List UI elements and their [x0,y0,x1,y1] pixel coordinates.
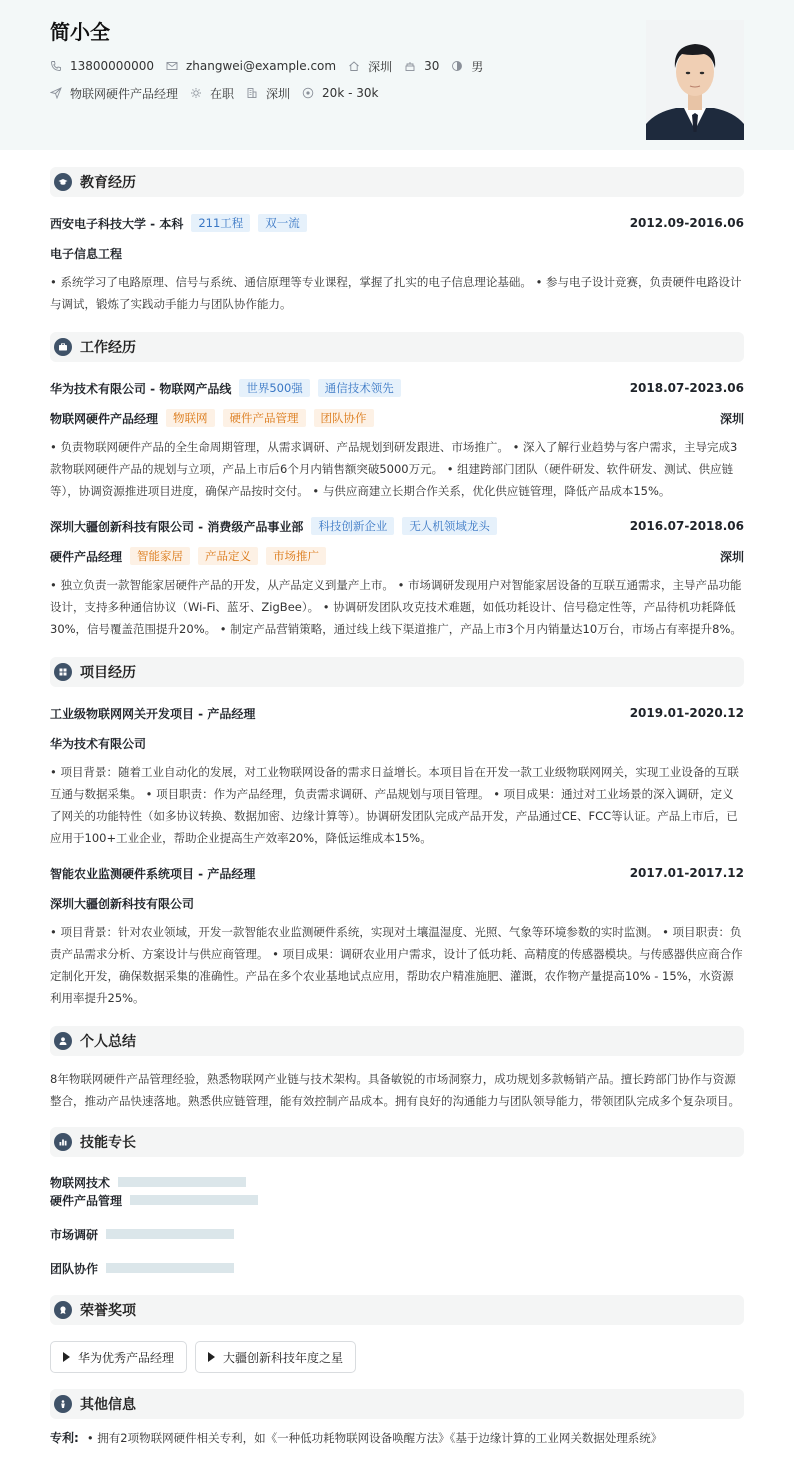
phone-item [50,59,154,73]
play-icon [208,1352,215,1362]
summary-text: 8年物联网硬件产品管理经验，熟悉物联网产业链与技术架构。具备敏锐的市场洞察力，成功规划多款畅销产品。擅长跨部门协作与资源整合，推动产品快速落地。熟悉供应链管理，能有效控制产品成本。拥有良好的沟通能力与团队领导能力，带领团队完成多个复杂项目。 [50,1072,740,1108]
project-description: • 项目背景：随着工业自动化的发展，对工业物联网设备的需求日益增长。本项目旨在开发一款工业级物联网网关，实现工业设备的互联互通与数据采集。 • 项目职责：作为产品经理，负责需求调研、产品规划与项目管理。 • 项目成果：通过对工业场景的深入调研，定义了网关的功能特性（如多协议转换、数据加密、边缘计算等）。协调研发团队完成产品开发，产品通过CE、FCC等认证。产品上市后，已应用于100+工业企业，帮助企业提高生产效率20%，降低运维成本15%。 [50,765,739,845]
email-item [166,59,336,73]
section-title-summary [50,1026,744,1056]
skill-level-bar [106,1263,234,1273]
age-text: 30 [424,59,440,73]
award-chip [50,1341,187,1373]
project-company-row [50,894,744,912]
company-tag: 通信技术领先 [318,379,401,397]
job-intent-row [50,83,744,103]
section-title-text: 工作经历 [80,340,136,356]
gender-item [451,58,483,75]
email-icon [166,60,178,72]
work-position-row [50,409,744,427]
section-title-text: 技能专长 [80,1135,136,1151]
user-icon [54,1032,72,1050]
work-date: 2018.07-2023.06 [629,381,744,395]
education-description: • 系统学习了电路原理、信号与系统、通信原理等专业课程，掌握了扎实的电子信息理论基础。 • 参与电子设计竞赛，负责硬件电路设计与调试，锻炼了实践动手能力与团队协作能力。 [50,275,742,311]
education-date: 2012.09-2016.06 [629,216,744,230]
info-person-icon [54,1395,72,1413]
grid-icon [54,663,72,681]
position-tag: 智能家居 [130,547,190,565]
status-text: 在职 [210,86,235,101]
status-item [190,85,234,102]
gender-text: 男 [471,59,484,74]
project-name: 智能农业监测硬件系统项目 - 产品经理 [50,866,256,881]
major-name: 电子信息工程 [50,246,123,261]
school-tag: 双一流 [258,214,307,232]
award-chip [195,1341,356,1373]
gender-icon [451,60,463,72]
school-tag: 211工程 [191,214,250,232]
project-description: • 项目背景：针对农业领域，开发一款智能农业监测硬件系统，实现对土壤温湿度、光照、气象等环境参数的实时监测。 • 项目职责：负责产品需求分析、方案设计与供应商管理。 • 项目成果：调研农业用户需求，设计了低功耗、高精度的传感器模块。与传感器供应商合作定制化开发，确保数据采集的准确性。产品在多个农业基地试点应用，帮助农户精准施肥、灌溉，农作物产量提高10% - 15%，水资源利用率提升25%。 [50,925,743,1005]
work-position-row [50,547,744,565]
project-date: 2019.01-2020.12 [629,706,744,720]
briefcase-icon [54,338,72,356]
position-item [50,85,178,102]
graduation-cap-icon [54,173,72,191]
skill-name: 团队协作 [50,1261,99,1276]
section-title-text: 项目经历 [80,665,136,681]
medal-icon [54,1301,72,1319]
project-company: 华为技术有限公司 [50,736,147,751]
work-city: 深圳 [719,549,744,564]
skill-level-bar [118,1177,246,1187]
skill-name: 物联网技术 [50,1175,111,1190]
project-name: 工业级物联网网关开发项目 - 产品经理 [50,706,256,721]
salary-item [302,86,378,100]
salary-text: 20k - 30k [322,86,379,100]
award-label: 大疆创新科技年度之星 [223,1350,344,1365]
skill-level-fill [106,1263,234,1273]
project-company: 深圳大疆创新科技有限公司 [50,896,195,911]
skill-level-fill [130,1195,258,1205]
send-icon [50,87,62,99]
position-tag: 产品定义 [198,547,258,565]
skill-item [50,1259,403,1277]
skill-level-fill [118,1177,246,1187]
section-title-work [50,332,744,362]
project-header-row [50,704,744,722]
section-title-awards [50,1295,744,1325]
work-city: 深圳 [719,411,744,426]
resume-body [0,150,794,1447]
position-tag: 市场推广 [266,547,326,565]
position-tag: 硬件产品管理 [223,409,306,427]
position-name: 硬件产品经理 [50,549,123,564]
awards-list [50,1341,744,1373]
section-title-projects [50,657,744,687]
company-name: 深圳大疆创新科技有限公司 - 消费级产品事业部 [50,519,304,534]
section-title-text: 其他信息 [80,1397,136,1413]
company-name: 华为技术有限公司 - 物联网产品线 [50,381,232,396]
others-label: 专利: [50,1431,79,1445]
work-description: • 独立负责一款智能家居硬件产品的开发，从产品定义到量产上市。 • 市场调研发现用户对智能家居设备的互联互通需求，主导产品功能设计，支持多种通信协议（Wi-Fi、蓝牙、ZigBee）。 • 协调研发团队攻克技术难题，如低功耗设计、信号稳定性等，产品待机功耗降低30%，信号覆盖范围提升20%。 • 制定产品营销策略，通过线上线下渠道推广，产品上市3个月内销量达10万台，市场占有率提升8%。 [50,578,742,636]
city-text: 深圳 [368,59,393,74]
company-tag: 无人机领域龙头 [402,517,497,535]
work-description: • 负责物联网硬件产品的全生命周期管理，从需求调研、产品规划到研发跟进、市场推广。 • 深入了解行业趋势与客户需求，主导完成3款物联网硬件产品的规划与立项，产品上市后6个月内销售额突破5000万元。 • 组建跨部门团队（硬件研发、软件研发、测试、供应链等），协调资源推进项目进度，确保产品按时交付。 • 与供应商建立长期合作关系，优化供应链管理，降低产品成本15%。 [50,440,738,498]
contact-row [50,56,744,76]
section-title-others [50,1389,744,1419]
city-item [348,58,392,75]
work-date: 2016.07-2018.06 [629,519,744,533]
project-date: 2017.01-2017.12 [629,866,744,880]
resume-header [0,0,794,150]
education-entry [50,214,744,315]
skill-level-bar [106,1229,234,1239]
project-company-row [50,734,744,752]
school-name: 西安电子科技大学 - 本科 [50,216,184,231]
project-entry [50,864,744,1009]
candidate-name: 简小全 [50,20,110,44]
skill-level-fill [106,1229,234,1239]
salary-icon [302,87,314,99]
major-row [50,244,744,262]
building-icon [246,87,258,99]
work-entry [50,379,744,502]
target-city-item [246,85,290,102]
skill-level-bar [130,1195,258,1205]
email-text: zhangwei@example.com [185,59,337,73]
status-icon [190,87,202,99]
company-tag: 世界500强 [239,379,309,397]
skill-name: 市场调研 [50,1227,99,1242]
avatar-photo [646,20,744,140]
others-text: • 拥有2项物联网硬件相关专利，如《一种低功耗物联网设备唤醒方法》《基于边缘计算的工业网关数据处理系统》 [86,1431,663,1445]
skill-item [50,1191,403,1209]
position-name: 物联网硬件产品经理 [50,411,159,426]
section-title-education [50,167,744,197]
skill-item [50,1173,403,1191]
cake-icon [404,60,416,72]
section-title-text: 教育经历 [80,175,136,191]
phone-text: 13800000000 [70,59,154,73]
work-company-row [50,379,744,397]
section-title-text: 个人总结 [80,1034,136,1050]
home-icon [348,60,360,72]
company-tag: 科技创新企业 [311,517,394,535]
work-entry [50,517,744,640]
target-city-text: 深圳 [266,86,291,101]
skills-grid [50,1173,744,1277]
section-title-text: 荣誉奖项 [80,1303,136,1319]
play-icon [63,1352,70,1362]
skill-item [50,1225,403,1243]
skill-name: 硬件产品管理 [50,1193,123,1208]
award-label: 华为优秀产品经理 [78,1350,175,1365]
position-tag: 物联网 [166,409,215,427]
project-header-row [50,864,744,882]
age-item [404,59,439,73]
phone-icon [50,60,62,72]
project-entry [50,704,744,849]
bar-chart-icon [54,1133,72,1151]
others-row [50,1429,744,1447]
position-tag: 团队协作 [314,409,374,427]
section-title-skills [50,1127,744,1157]
work-company-row [50,517,744,535]
position-text: 物联网硬件产品经理 [70,86,179,101]
education-header-row [50,214,744,232]
